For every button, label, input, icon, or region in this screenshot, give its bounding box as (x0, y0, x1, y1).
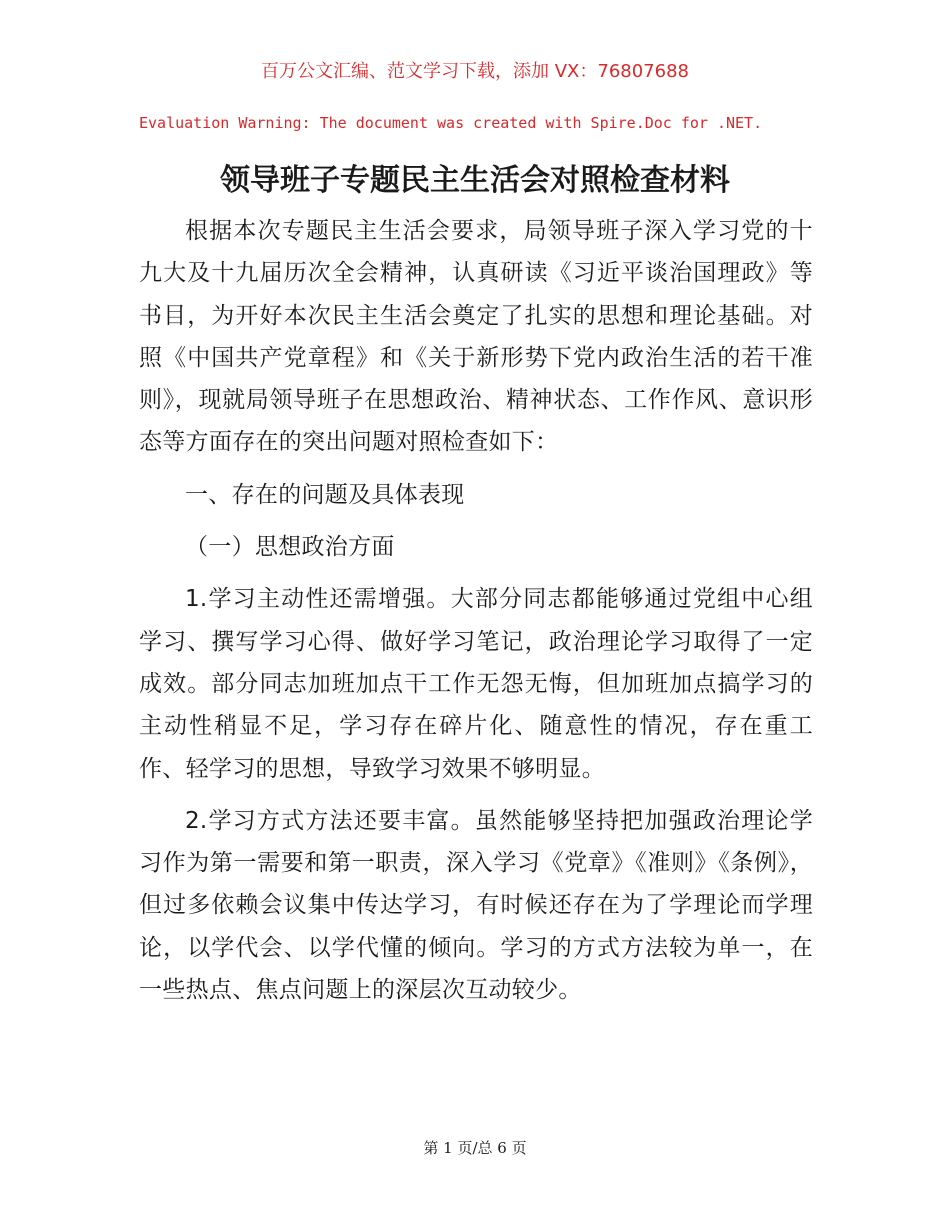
intro-paragraph: 根据本次专题民主生活会要求，局领导班子深入学习党的十九大及十九届历次全会精神，认真研读《习近平谈治国理政》等书目，为开好本次民主生活会奠定了扎实的思想和理论基础。对照《中国共产党章程》和《关于新形势下党内政治生活的若干准则》，现就局领导班子在思想政治、精神状态、工作作风、意识形态等方面存在的突出问题对照检查如下： (139, 218, 813, 456)
document-title: 领导班子专题民主生活会对照检查材料 (220, 163, 730, 198)
promo-header: 百万公文汇编、范文学习下载，添加 VX：76807688 (261, 61, 689, 82)
evaluation-warning: Evaluation Warning: The document was created with Spire.Doc for .NET. (139, 114, 763, 132)
page-footer: 第 1 页/总 6 页 (423, 1139, 527, 1157)
item-paragraph-2: 2.学习方式方法还要丰富。虽然能够坚持把加强政治理论学习作为第一需要和第一职责，深入学习《党章》《准则》《条例》，但过多依赖会议集中传达学习，有时候还存在为了学理论而学理论，以学代会、以学代懂的倾向。学习的方式方法较为单一，在一些热点、焦点问题上的深层次互动较少。 (139, 807, 813, 1004)
section-heading-1: 一、存在的问题及具体表现 (185, 481, 465, 508)
item-paragraph-1: 1.学习主动性还需增强。大部分同志都能够通过党组中心组学习、撰写学习心得、做好学习笔记，政治理论学习取得了一定成效。部分同志加班加点干工作无怨无悔，但加班加点搞学习的主动性稍显不足，学习存在碎片化、随意性的情况，存在重工作、轻学习的思想，导致学习效果不够明显。 (139, 586, 813, 782)
subsection-heading-1: （一）思想政治方面 (185, 534, 395, 561)
document-body (139, 210, 813, 1011)
